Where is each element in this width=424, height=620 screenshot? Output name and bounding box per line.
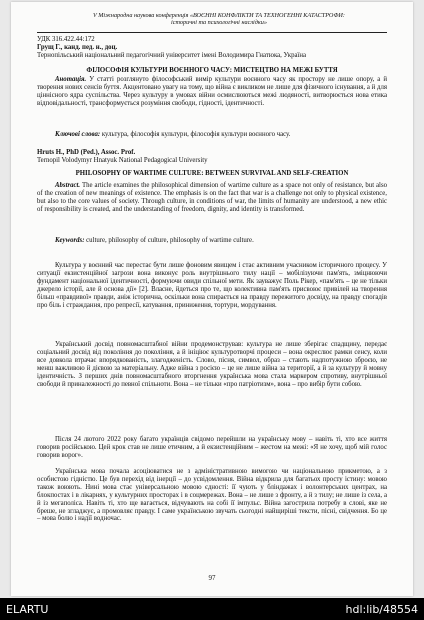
ua-keywords-label: Ключові слова: xyxy=(55,131,101,138)
page-number: 97 xyxy=(208,574,216,582)
body-paragraph-2: Український досвід повномасштабної війни продемонстрував: культура не лише зберігає спадщину, передає соціальний досвід від покоління до покоління, а й ініціює культуротворчі процеси – вона окреслює рамки сенсу, коли все довкола втрачає впорядкованість, злагодженість. Слово, пісня, символ, образ – стають надпотужною зброєю, не менш важливою й дієвою за матеріальну. Адже війна з росією – це не лише війна за території, а й за культуру й мовну ідентичність. З перших днів повномасштабного вторгнення українська мова стала маркером спротиву, внутрішньої свободи й приналежності до певної спільноти. Вона – не тільки «про патріотизм», вона – про вибір бути собою. xyxy=(37,341,387,388)
ua-abstract-text: У статті розглянуто філософський вимір культури воєнного часу як простору не лише опору, а й творення нових сенсів буття. Акцентовано увагу на тому, що війна є викликом не лише для фізичного існування, а й для ціннісного ядра суспільства. Через культуру в умовах війни осмислюються межі людяності, витворюється нова етика відповідальності, трансформується розуміння свободи, гідності, ідентичності. xyxy=(37,76,387,107)
header-line-1: V Міжнародна наукова конференція «ВОЄННІ КОНФЛІКТИ ТА ТЕХНОГЕННІ КАТАСТРОФИ: xyxy=(93,12,345,19)
ua-author: Грущ Г., канд. пед. н., доц. xyxy=(37,43,118,51)
en-abstract-label: Abstract. xyxy=(55,182,81,189)
body-paragraph-1: Культура у воєнний час перестає бути лише фоновим явищем і стає активним учасником історичного процесу. У ситуації екзистенційної загрози вона виконує роль внутрішнього тилу нації – мобілізуючи пам'ять, зміцнюючи фундамент національної ідентичності, формуючи овиди спільної мети. Як зауважує Поль Рікер, «пам'ять – це не тільки джерело історії, але й основа дії» [2]. Власне, йдеться про те, що колективна пам'ять присвоює привілей на творення більш «правдивої» правди, аніж історична, оскільки вона спирається на правду пережитого досвіду, на правду спогадів про біль і страждання, про репресії, катування, приниження, тортури, мордування. xyxy=(37,262,387,309)
header-divider xyxy=(37,32,387,33)
footer-repository-label: ELARTU xyxy=(6,603,49,616)
ua-abstract xyxy=(37,76,387,108)
en-abstract xyxy=(37,182,387,214)
document-page xyxy=(11,2,413,596)
ua-abstract-label: Анотація. xyxy=(55,76,87,83)
ua-keywords xyxy=(37,131,387,139)
en-keywords xyxy=(37,237,387,245)
en-keywords-label: Keywords: xyxy=(55,237,85,244)
footer-bar xyxy=(0,598,424,620)
en-keywords-text: culture, philosophy of culture, philosophy of wartime culture. xyxy=(84,237,254,244)
footer-handle: hdl:lib/48554 xyxy=(345,603,418,616)
en-affiliation: Ternopil Volodymyr Hnatyuk National Pedagogical University xyxy=(37,156,208,164)
ua-title: ФІЛОСОФІЯ КУЛЬТУРИ ВОЄННОГО ЧАСУ: МИСТЕЦТВО НА МЕЖІ БУТТЯ xyxy=(86,67,338,74)
ua-affiliation: Тернопільський національний педагогічний університет імені Володимира Гнатюка, Україна xyxy=(37,51,307,59)
body-paragraph-3: Після 24 лютого 2022 року багато українців свідомо перейшли на українську мову – навіть ті, хто все життя говорив російською. Цей крок став не лише етичним, а й екзистенційним – жестом на межі: «Я не хочу, щоб мій голос говорив ворог». xyxy=(37,436,387,459)
ua-keywords-text: культура, філософія культури, філософія культури воєнного часу. xyxy=(100,131,291,138)
en-title: PHILOSOPHY OF WARTIME CULTURE: BETWEEN SURVIVAL AND SELF-CREATION xyxy=(75,170,349,177)
conference-header xyxy=(51,12,387,26)
en-meta xyxy=(37,149,387,165)
en-author: Hruts H., PhD (Ped.), Assoc. Prof. xyxy=(37,149,136,156)
header-line-2: історичні та психологічні наслідки» xyxy=(171,19,267,27)
body-paragraph-4: Українська мова почала асоціюватися не з адміністративною вимогою чи національною прикметою, а з особистою гідністю. Це був перехід від інерції – до усвідомлення. Війна відкрила для багатьох просту істину: мовою також воюють. Нині мова стає універсальною мовою єдності: її чують у бліндажах і волонтерських центрах, на блокпостах і в лікарнях, у культурних просторах і в соцмережах. Вона – не лише з фронту, а й з тилу; не лише із села, а й із мегаполіса. Навіть ті, хто ще вагається, відчувають на собі її імпульс. Війна загострила потребу в слові, яке не бреше, не згладжує, а промовляє правду. І саме українською звучать сьогодні найщиріші тексти, пісні, свідчення. Бо це – мова болю і надії водночас. xyxy=(37,468,387,523)
udk-code: УДК 316.422.44:172 xyxy=(37,36,95,43)
en-abstract-text: The article examines the philosophical dimension of wartime culture as a space not only of resistance, but also of the creation of new meanings of existence. The emphasis is on the fact that war is a challenge not only to physical existence, but also to the core values of society. Through culture, in conditions of war, the limits of humanity are understood, a new ethic of responsibility is created, and the understanding of freedom, dignity, and identity is transformed. xyxy=(37,182,387,213)
ua-meta xyxy=(37,36,387,60)
